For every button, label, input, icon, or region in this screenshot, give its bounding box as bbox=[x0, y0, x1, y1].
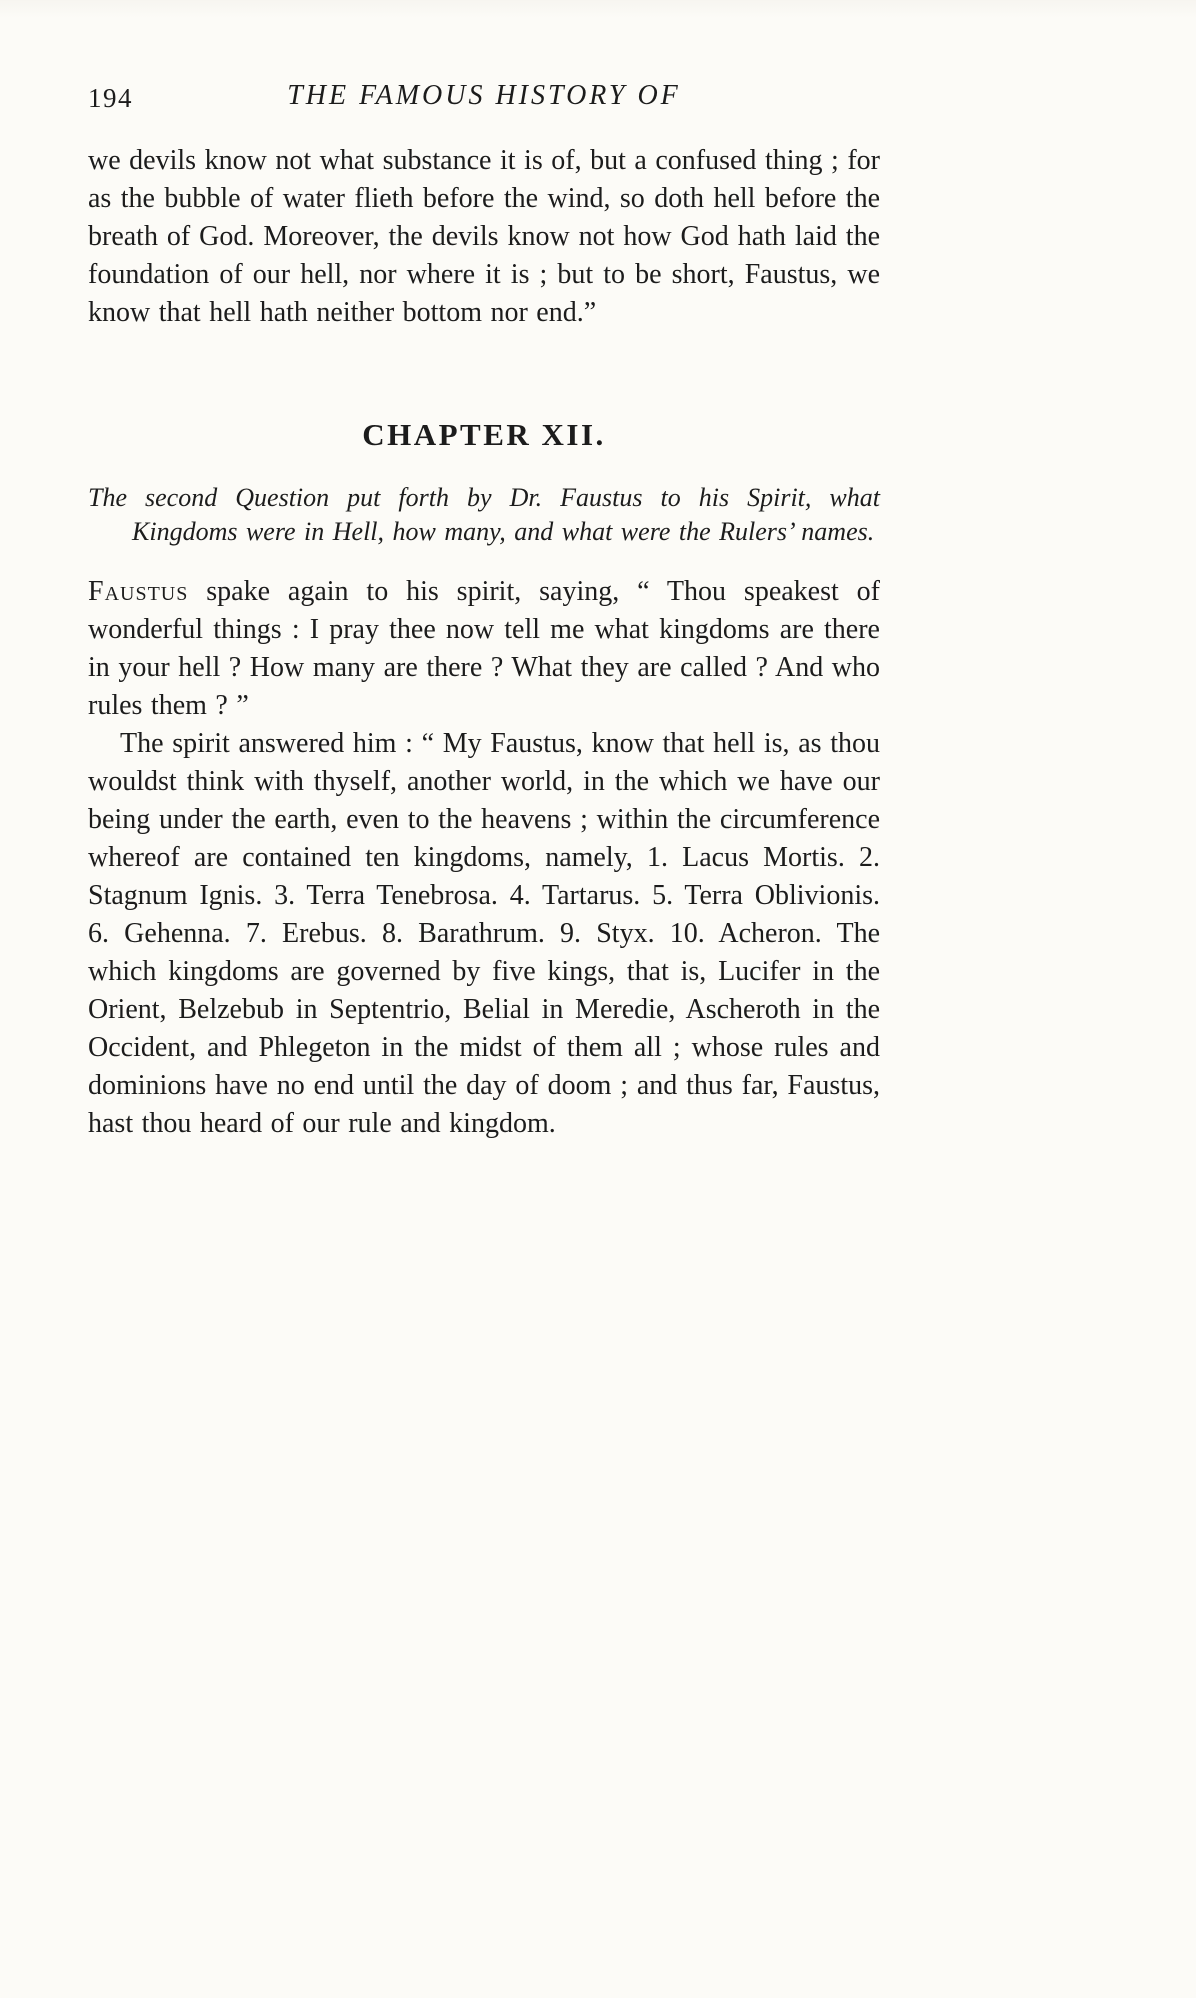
continuation-paragraph: we devils know not what substance it is of, but a confused thing ; for as the bubble of water flieth before the wind, so doth hell before the breath of God. Moreover, the devils know not how God hath laid the foundation of our hell, nor where it is ; but to be short, Faustus, we know that hell hath neither bottom nor end.” bbox=[88, 145, 880, 328]
text-block bbox=[88, 0, 880, 1143]
chapter-subtitle: The second Question put forth by Dr. Faustus to his Spirit, what Kingdoms were in Hell, how many, and what were the Rulers’ names. bbox=[88, 483, 880, 546]
running-head: THE FAMOUS HISTORY OF bbox=[287, 80, 681, 111]
page-number: 194 bbox=[88, 83, 133, 113]
paragraph-faustus-question bbox=[88, 573, 880, 725]
chapter-heading: CHAPTER XII. bbox=[362, 417, 606, 452]
paragraph-spirit-answer: The spirit answered him : “ My Faustus, know that hell is, as thou wouldst think with thyself, another world, in the which we have our being under the earth, even to the heavens ; within the circumference whereof are contained ten kingdoms, namely, 1. Lacus Mortis. 2. Stagnum Ignis. 3. Terra Tenebrosa. 4. Tartarus. 5. Terra Oblivionis. 6. Gehenna. 7. Erebus. 8. Barathrum. 9. Styx. 10. Acheron. The which kingdoms are governed by five kings, that is, Lucifer in the Orient, Belzebub in Septentrio, Belial in Meredie, Ascheroth in the Occident, and Phlegeton in the midst of them all ; whose rules and dominions have no end until the day of doom ; and thus far, Faustus, hast thou heard of our rule and kingdom. bbox=[88, 728, 880, 1139]
paragraph-text: spake again to his spirit, saying, “ Thou speakest of wonderful things : I pray thee now tell me what kingdoms are there in your hell ? How many are there ? What they are called ? And who rules them ? ” bbox=[88, 576, 880, 721]
paragraph-lead-smallcaps: Faustus bbox=[88, 576, 189, 607]
page-header bbox=[88, 80, 880, 118]
